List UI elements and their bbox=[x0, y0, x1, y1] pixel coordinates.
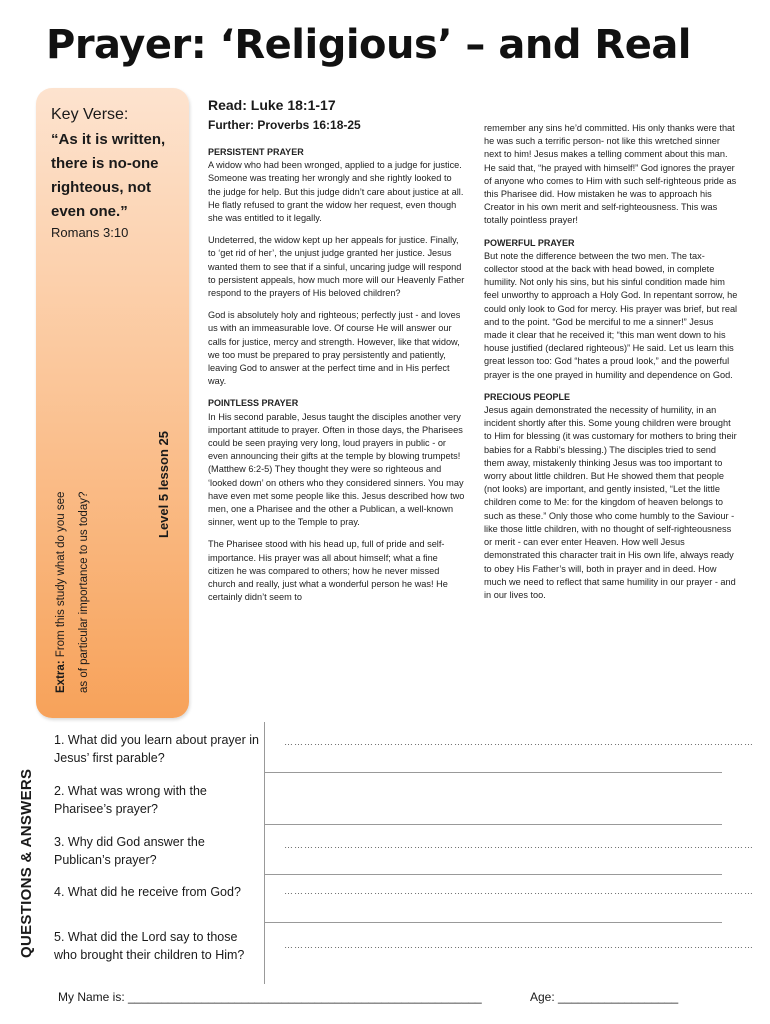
question-2: 2. What was wrong with the Pharisee’s prayer? bbox=[54, 784, 207, 816]
age-field[interactable]: Age: __________________ bbox=[530, 990, 679, 1004]
section-heading-precious: PRECIOUS PEOPLE bbox=[484, 391, 571, 402]
question-3: 3. Why did God answer the Publican’s prayer? bbox=[54, 835, 205, 867]
answer-line-1[interactable]: …………………………………………………………………………………………………………………………… bbox=[284, 737, 754, 747]
qa-row-line bbox=[264, 874, 722, 875]
extra-text-2: as of particular importance to us today? bbox=[78, 491, 90, 693]
section-heading-pointless: POINTLESS PRAYER bbox=[208, 398, 299, 409]
footer bbox=[58, 990, 679, 1004]
level-label: Level 5 lesson 25 bbox=[156, 431, 171, 538]
key-verse-label: Key Verse: bbox=[51, 106, 129, 123]
answer-line-5[interactable]: …………………………………………………………………………………………………………………………… bbox=[284, 940, 754, 950]
text-column-right bbox=[484, 122, 738, 611]
extra-prompt bbox=[50, 492, 96, 693]
qa-row-line bbox=[264, 824, 722, 825]
section-heading-powerful: POWERFUL PRAYER bbox=[484, 237, 575, 248]
text-column-left bbox=[208, 146, 466, 614]
paragraph: remember any sins he’d committed. His only thanks were that he was such a terrific person- not like this wretched sinner next to him! Jesus makes a telling comment about this man. He said that, “he prayed with himself!” God ignores the prayer of anyone who comes to Him with such self-righteous pride as this Pharisee did. How mistaken he was to approach his Creator in his own merit and self-righteousness. This was totally pointless prayer! bbox=[484, 123, 737, 226]
question-4: 4. What did he receive from God? bbox=[54, 885, 241, 899]
extra-text: From this study what do you see bbox=[55, 491, 67, 658]
extra-label: Extra: bbox=[55, 660, 67, 693]
paragraph: Jesus again demonstrated the necessity of humility, in an incident shortly after this. Some young children were brought to Him for blessing (it was customary for mothers to bring their babies for a Rabbi’s blessing.) The disciples tried to send them away, mistakenly thinking Jesus was too important to worry about little children. But He showed them that people (not looks) are important, and gently insisted, “Let the little children come to Me: for the kingdom of heaven belongs to such as these.” Only those who come humbly to the Saviour - like those little children, with no thought of self-righteousness or merit - can ever enter Heaven. How well Jesus demonstrated this character trait in His own life, always ready to obey His Father’s will, both in prayer and in deed. How much we need to reflect that same humility in our prayer - and in our lives too. bbox=[484, 405, 737, 600]
question-5: 5. What did the Lord say to those who brought their children to Him? bbox=[54, 930, 245, 962]
question-1: 1. What did you learn about prayer in Jesus’ first parable? bbox=[54, 733, 259, 765]
questions-answers-heading: QUESTIONS & ANSWERS bbox=[18, 768, 35, 958]
paragraph: But note the difference between the two men. The tax-collector stood at the back with head bowed, in complete humility. Not only his sins, but his sinful condition made him feel unworthy to approach a Holy God. In repentant sorrow, he could only look to God for mercy. His prayer was brief, but real and to the point. “God be merciful to me a sinner!” Jesus made it clear that he received it; “this man went down to his house justified (declared righteous)” He said. Let us learn this great lesson too: God “hates a proud look,” and the powerful prayer is the one prayed in humility and dependence on God. bbox=[484, 250, 738, 380]
key-verse-panel bbox=[36, 88, 189, 718]
read-reference: Read: Luke 18:1-17 bbox=[208, 97, 336, 113]
key-verse-reference: Romans 3:10 bbox=[51, 225, 129, 240]
paragraph: Undeterred, the widow kept up her appeals for justice. Finally, to ‘get rid of her’, the unjust judge granted her justice. Jesus wanted them to see that if a sinful, uncaring judge will respond to persistent appeals, how much more will our Heavenly Father respond to the prayers of His beloved children? bbox=[208, 235, 465, 299]
paragraph: The Pharisee stood with his head up, full of pride and self-importance. His prayer was all about himself; what a fine citizen he was compared to others; how he never missed church and really, just what a wonderful person he was! He certainly didn’t seem to bbox=[208, 539, 448, 603]
paragraph: A widow who had been wronged, applied to a judge for justice. Someone was treating her wrongly and she rightly looked to the judge for help. But this judge didn’t care about justice at all. He flatly refused to grant the widow her request, even though she was entitled to it legally. bbox=[208, 160, 464, 224]
paragraph: In His second parable, Jesus taught the disciples another very important attitude to prayer. Often in those days, the Pharisees could be seen praying very long, loud prayers in public - or even announcing their gifts at the temple by blowing trumpets!(Matthew 6:2-5) They thought they were so righteous and ‘looked down’ on others who they considered sinners. You may have even met some people like this. Jesus described how two men, one a Pharisee and the other a Publican, a well-known sinner, went up to the Temple to pray. bbox=[208, 411, 465, 528]
answer-line-4[interactable]: …………………………………………………………………………………………………………………………… bbox=[284, 886, 754, 896]
answer-line-3[interactable]: …………………………………………………………………………………………………………………………… bbox=[284, 840, 754, 850]
section-heading-persistent: PERSISTENT PRAYER bbox=[208, 147, 304, 157]
paragraph: God is absolutely holy and righteous; perfectly just - and loves us with an immeasurable love. Of course He will answer our calls for justice, mercy and strength. However, like that widow, we too must be prepared to pray persistently and patiently, leaving God to answer at the perfect time and in His perfect way. bbox=[208, 310, 461, 387]
qa-divider bbox=[264, 722, 265, 984]
qa-row-line bbox=[264, 922, 722, 923]
qa-row-line bbox=[264, 772, 722, 773]
key-verse-text: “As it is written, there is no-one righteous, not even one.” bbox=[51, 131, 166, 220]
page-title: Prayer: ‘Religious’ – and Real bbox=[46, 22, 692, 68]
name-field[interactable]: My Name is: _____________________________________________________ bbox=[58, 990, 482, 1004]
further-reading: Further: Proverbs 16:18-25 bbox=[208, 118, 361, 132]
